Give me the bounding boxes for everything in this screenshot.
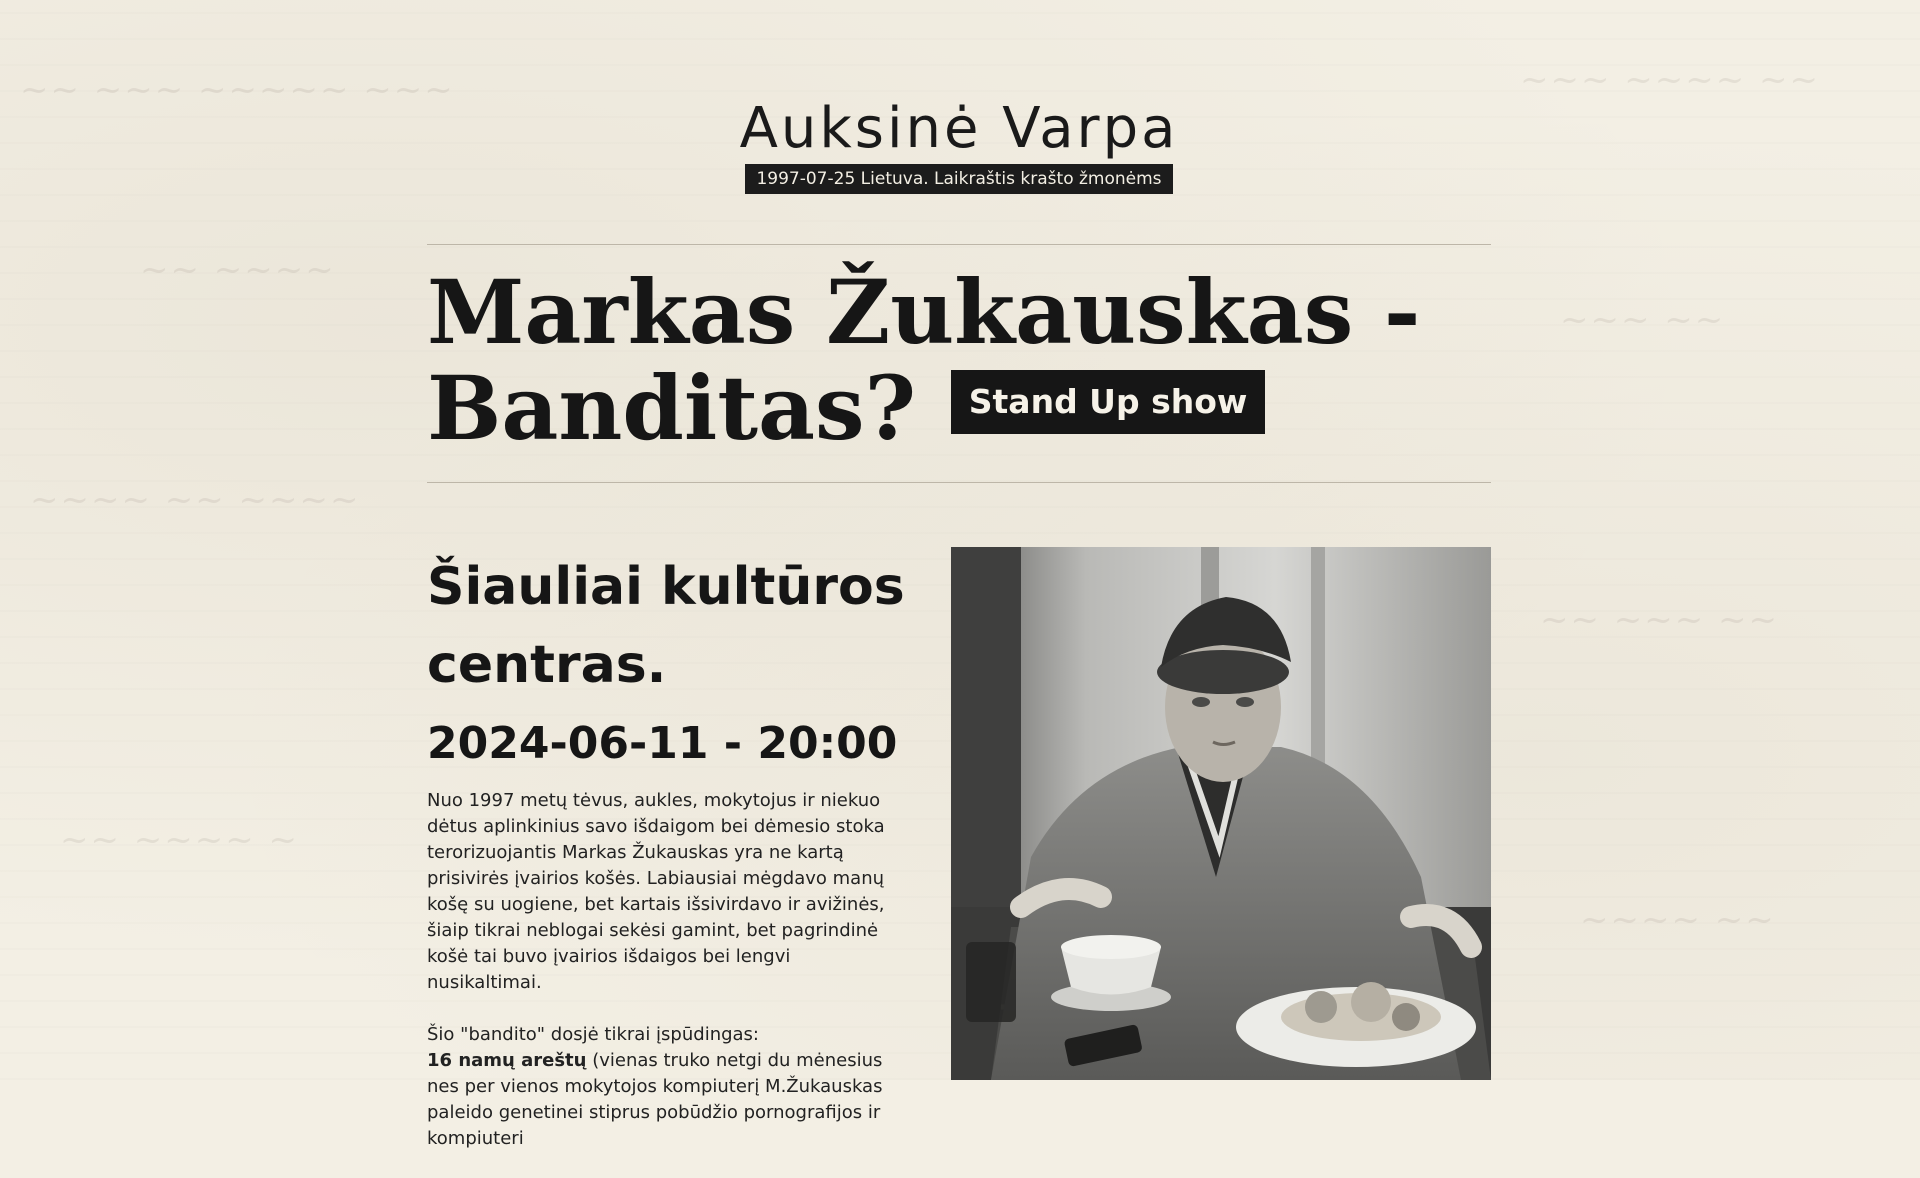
headline-line-2: Banditas? xyxy=(427,356,917,460)
event-datetime: 2024-06-11 - 20:00 xyxy=(427,718,898,769)
masthead-tagline: 1997-07-25 Lietuva. Laikraštis krašto žmonėms xyxy=(745,164,1172,194)
background-texture: ~~ ~~~ ~~ xyxy=(1540,600,1780,640)
article-paragraph-2-intro: Šio "bandito" dosjė tikrai įspūdingas: xyxy=(427,1024,759,1045)
background-texture: ~~~ ~~~~ ~~ xyxy=(1520,60,1821,100)
article-paragraph-1: Nuo 1997 metų tėvus, aukles, mokytojus ir niekuo dėtus aplinkinius savo išdaigom bei dėmesio stoka terorizuojantis Markas Žukauskas yra ne kartą prisivirės įvairios košės. Labiausiai mėgdavo manų košę su uogiene, bet kartais išsivirdavo ir avižinės, šiaip tikrai neblogai sekėsi gamint, bet pagrindinė košė tai buvo įvairios išdaigos bei lengvi nusikaltimai. xyxy=(427,790,885,993)
article-paragraph-2 xyxy=(427,1022,907,1152)
event-details xyxy=(427,548,907,1178)
background-texture: ~~~~ ~~ xyxy=(1580,900,1776,940)
headline-divider xyxy=(427,482,1491,483)
article-paragraph-2-rest: (vienas truko netgi du mėnesius nes per vienos mokytojos kompiuterį M.Žukauskas paleido genetinei stiprus pobūdžio pornografijos ir kompiuteri xyxy=(427,1050,883,1149)
headline-line-1: Markas Žukauskas - xyxy=(427,260,1421,364)
portrait-photo xyxy=(951,547,1491,1080)
background-texture: ~~~~ ~~ ~~~~ xyxy=(30,480,361,520)
portrait-photo-illustration xyxy=(951,547,1491,1080)
article-highlight: 16 namų areštų xyxy=(427,1050,587,1071)
page-title xyxy=(427,260,1491,460)
newspaper-page xyxy=(427,0,1491,1149)
background-texture: ~~~ ~~ xyxy=(1560,300,1726,340)
event-venue: Šiauliai kultūros centras. xyxy=(427,557,905,695)
background-texture: ~~ ~~~~ ~ xyxy=(60,820,300,860)
show-type-badge: Stand Up show xyxy=(951,370,1266,434)
newspaper-logo[interactable]: Auksinė Varpa xyxy=(739,96,1179,161)
masthead xyxy=(427,96,1491,194)
background-texture: ~~ ~~~~ xyxy=(140,250,336,290)
top-divider xyxy=(427,244,1491,245)
background-texture: ~~ ~~~ ~~~~~ ~~~ xyxy=(20,70,455,110)
